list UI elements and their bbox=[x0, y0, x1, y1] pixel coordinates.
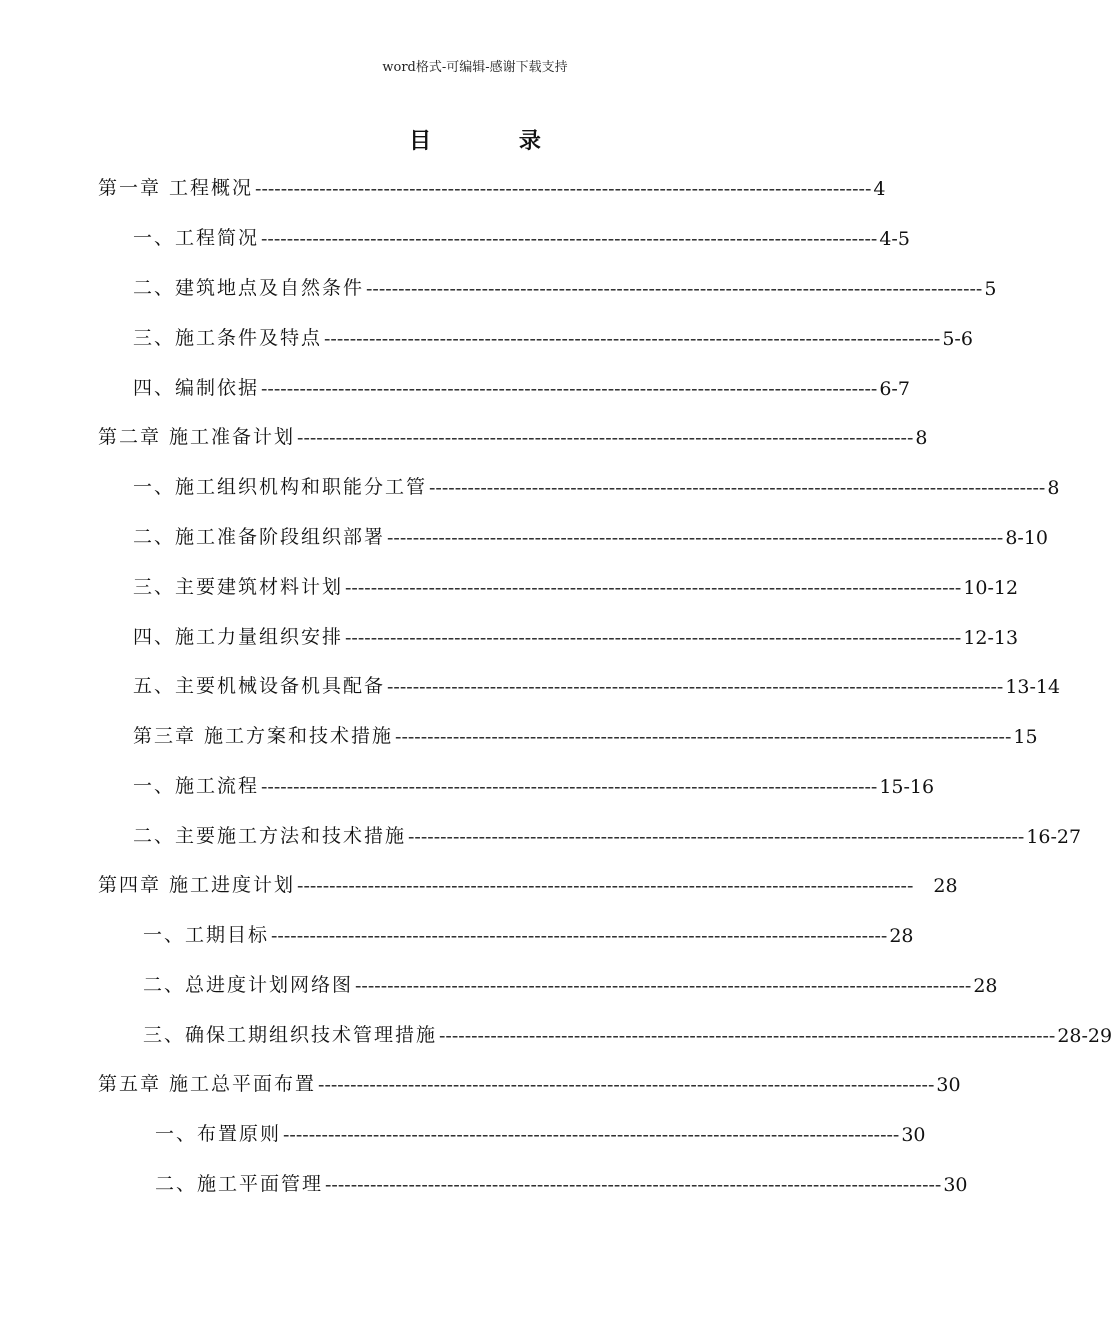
toc-entry[interactable] bbox=[98, 170, 886, 200]
toc-entry-page: 30 bbox=[943, 1174, 968, 1196]
toc-entry-label: 一、工期目标 bbox=[143, 924, 270, 946]
toc-entry-label: 二、施工平面管理 bbox=[155, 1173, 324, 1195]
toc-entry-page: 10-12 bbox=[963, 577, 1019, 599]
toc-entry-page: 12-13 bbox=[963, 627, 1019, 649]
toc-entry-page: 13-14 bbox=[1005, 676, 1061, 698]
toc-entry[interactable] bbox=[155, 1166, 968, 1196]
toc-entry-label: 三、施工条件及特点 bbox=[133, 327, 323, 349]
toc-leader: ------------------------------------------------------------------------------------------------ bbox=[345, 577, 962, 599]
toc-entry-page: 30 bbox=[901, 1124, 926, 1146]
toc-entry-label: 一、布置原则 bbox=[155, 1123, 282, 1145]
toc-entry-label: 二、主要施工方法和技术措施 bbox=[133, 825, 407, 847]
toc-leader: ------------------------------------------------------------------------------------------------ bbox=[325, 1174, 942, 1196]
toc-leader: ------------------------------------------------------------------------------------------------ bbox=[408, 826, 1025, 848]
toc-entry-label: 四、施工力量组织安排 bbox=[133, 626, 344, 648]
toc-entry[interactable] bbox=[133, 270, 997, 300]
page-header: word格式-可编辑-感谢下载支持 bbox=[382, 60, 568, 75]
toc-leader: ------------------------------------------------------------------------------------------------ bbox=[318, 1074, 935, 1096]
toc-entry[interactable] bbox=[133, 718, 1038, 748]
toc-entry-label: 第二章 施工准备计划 bbox=[98, 426, 296, 448]
toc-entry-label: 第四章 施工进度计划 bbox=[98, 874, 296, 896]
toc-entry-label: 五、主要机械设备机具配备 bbox=[133, 675, 386, 697]
toc-entry-page: 28 bbox=[933, 875, 958, 897]
toc-entry-page: 28 bbox=[889, 925, 914, 947]
toc-entry-label: 三、确保工期组织技术管理措施 bbox=[143, 1024, 438, 1046]
toc-entry[interactable] bbox=[133, 668, 1061, 698]
toc-leader: ------------------------------------------------------------------------------------------------ bbox=[324, 328, 941, 350]
toc-entry-page: 28 bbox=[973, 975, 998, 997]
toc-entry-label: 二、施工准备阶段组织部署 bbox=[133, 526, 386, 548]
toc-leader: ------------------------------------------------------------------------------------------------ bbox=[271, 925, 888, 947]
toc-entry-page: 8 bbox=[1047, 477, 1060, 499]
toc-entry[interactable] bbox=[133, 818, 1082, 848]
toc-entry[interactable] bbox=[143, 917, 914, 947]
toc-leader: ------------------------------------------------------------------------------------------------ bbox=[345, 627, 962, 649]
toc-entry-page: 15 bbox=[1013, 726, 1038, 748]
toc-entry[interactable] bbox=[98, 867, 958, 897]
toc-entry-label: 第三章 施工方案和技术措施 bbox=[133, 725, 394, 747]
toc-entry-page: 5 bbox=[984, 278, 997, 300]
toc-leader: ------------------------------------------------------------------------------------------------ bbox=[439, 1025, 1056, 1047]
toc-entry-label: 三、主要建筑材料计划 bbox=[133, 576, 344, 598]
toc-entry[interactable] bbox=[133, 469, 1060, 499]
toc-entry-page: 8-10 bbox=[1005, 527, 1049, 549]
toc-entry[interactable] bbox=[133, 569, 1019, 599]
toc-entry-page: 30 bbox=[936, 1074, 961, 1096]
toc-leader: ------------------------------------------------------------------------------------------------ bbox=[261, 378, 878, 400]
toc-entry-label: 一、工程简况 bbox=[133, 227, 260, 249]
toc-entry[interactable] bbox=[155, 1116, 926, 1146]
toc-entry[interactable] bbox=[133, 320, 973, 350]
toc-entry-page: 8 bbox=[915, 427, 928, 449]
toc-leader: ------------------------------------------------------------------------------------------------ bbox=[387, 527, 1004, 549]
toc-entry-page: 5-6 bbox=[942, 328, 973, 350]
toc-entry[interactable] bbox=[98, 419, 928, 449]
toc-entry-page: 15-16 bbox=[879, 776, 935, 798]
toc-leader: ------------------------------------------------------------------------------------------------ bbox=[355, 975, 972, 997]
toc-leader: ------------------------------------------------------------------------------------------------ bbox=[261, 228, 878, 250]
toc-title: 目 录 bbox=[409, 128, 581, 154]
toc-entry-label: 第一章 工程概况 bbox=[98, 177, 254, 199]
toc-leader: ------------------------------------------------------------------------------------------------ bbox=[366, 278, 983, 300]
toc-entry[interactable] bbox=[133, 519, 1049, 549]
toc-entry[interactable] bbox=[133, 619, 1019, 649]
toc-entry-label: 二、建筑地点及自然条件 bbox=[133, 277, 365, 299]
toc-leader: ------------------------------------------------------------------------------------------------ bbox=[255, 178, 872, 200]
toc-leader: ------------------------------------------------------------------------------------------------ bbox=[395, 726, 1012, 748]
toc-entry[interactable] bbox=[98, 1066, 961, 1096]
toc-entry-label: 第五章 施工总平面布置 bbox=[98, 1073, 317, 1095]
toc-entry-label: 一、施工组织机构和职能分工管 bbox=[133, 476, 428, 498]
toc-leader: ------------------------------------------------------------------------------------------------ bbox=[283, 1124, 900, 1146]
toc-entry-page: 4-5 bbox=[879, 228, 910, 250]
toc-leader: ------------------------------------------------------------------------------------------------ bbox=[387, 676, 1004, 698]
toc-entry[interactable] bbox=[133, 220, 910, 250]
toc-entry[interactable] bbox=[133, 768, 935, 798]
toc-entry-page: 4 bbox=[873, 178, 886, 200]
toc-leader: ------------------------------------------------------------------------------------------------ bbox=[429, 477, 1046, 499]
toc-entry-page: 28-29 bbox=[1057, 1025, 1112, 1047]
toc-entry[interactable] bbox=[133, 370, 910, 400]
toc-leader: ------------------------------------------------------------------------------------------------ bbox=[261, 776, 878, 798]
toc-entry[interactable] bbox=[143, 1017, 1112, 1047]
toc-leader: ------------------------------------------------------------------------------------------------ bbox=[297, 427, 914, 449]
toc-entry-label: 四、编制依据 bbox=[133, 377, 260, 399]
toc-entry-label: 二、总进度计划网络图 bbox=[143, 974, 354, 996]
toc-entry-page: 16-27 bbox=[1026, 826, 1082, 848]
toc-leader: ------------------------------------------------------------------------------------------------ bbox=[297, 875, 914, 897]
toc-entry-label: 一、施工流程 bbox=[133, 775, 260, 797]
toc-entry-page: 6-7 bbox=[879, 378, 910, 400]
toc-entry[interactable] bbox=[143, 967, 998, 997]
